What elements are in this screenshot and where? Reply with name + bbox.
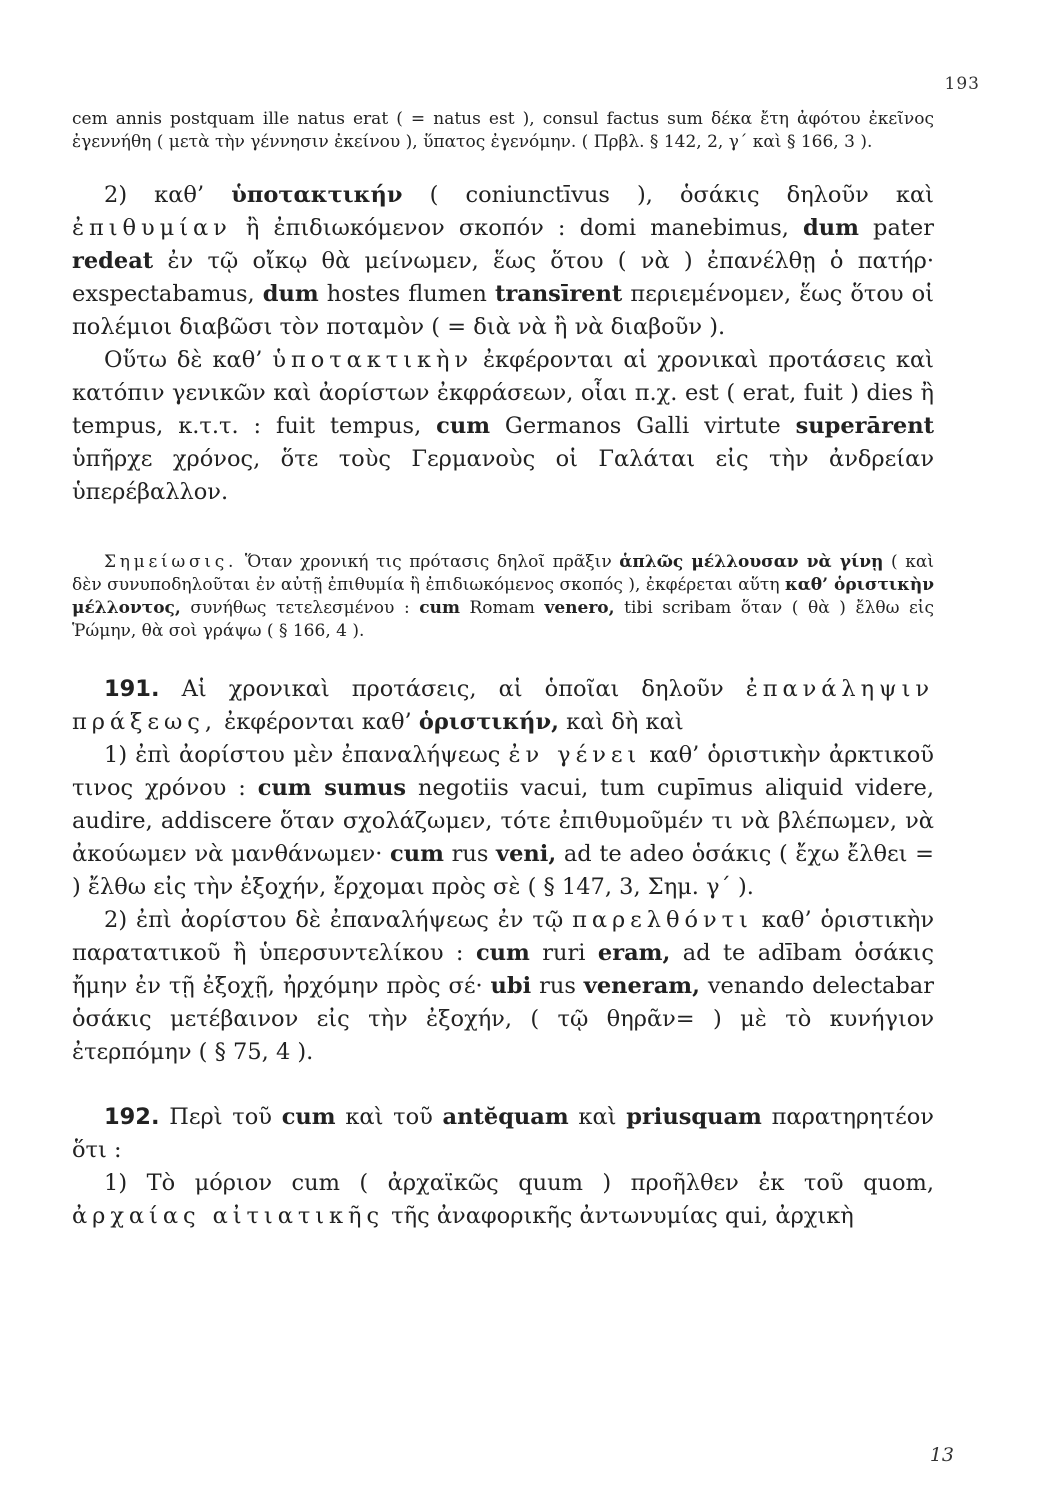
note-heading: Σημείωσις. bbox=[104, 552, 238, 572]
spaced-term: ὑποτακτικὴν bbox=[272, 347, 474, 373]
paragraph-continuation: cem annis postquam ille natus erat ( = natus est ), consul factus sum δέκα ἔτη ἀφότου ἐκεῖνος ἐγεννήθη ( μετὰ τὴν γέννησιν ἐκείνου ), ὕπατος ἐγενόμην. ( Πρβλ. § 142, 2, γ΄ καὶ § 166, 3 ). bbox=[72, 109, 934, 152]
section-number: 191. bbox=[104, 676, 160, 702]
section-191-item-2: 2) ἐπὶ ἀορίστου δὲ ἐπαναλήψεως ἐν τῷ παρελθόντι καθ’ ὁριστικὴν παρατατικοῦ ἢ ὑπερσυντελίκου : cum ruri eram, ad te adībam ὁσάκις ἤμην ἐν τῇ ἐξοχῇ, ἠρχόμην πρὸς σέ· ubi rus veneram, venando delectabar ὁσάκις μετέβαινον εἰς τὴν ἐξοχήν, ( τῷ θηρᾶν= ) μὲ τὸ κυνήγιον ἐτερπόμην ( § 75, 4 ). bbox=[72, 907, 934, 1065]
section-192: 192. Περὶ τοῦ cum καὶ τοῦ antĕquam καὶ priusquam παρατηρητέον ὅτι : bbox=[72, 1104, 934, 1163]
note-paragraph: Σημείωσις. Ὅταν χρονική τις πρότασις δηλοῖ πρᾶξιν ἁπλῶς μέλλουσαν νὰ γίνῃ ( καὶ δὲν συνυποδηλοῦται ἐν αὐτῇ ἐπιθυμία ἢ ἐπιδιωκόμενος σκοπός ), ἐκφέρεται αὕτη καθ’ ὁριστικὴν μέλλοντος, συνήθως τετελεσμένου : cum Romam venero, tibi scribam ὅταν ( θὰ ) ἔλθω εἰς Ῥώμην, θὰ σοὶ γράψω ( § 166, 4 ). bbox=[72, 552, 935, 641]
spaced-term: ἐπιθυμίαν bbox=[72, 215, 232, 241]
section-191: 191. Αἱ χρονικαὶ προτάσεις, αἱ ὁποῖαι δηλοῦν ἐπανάληψιν πράξεως, ἐκφέρονται καθ’ ὁριστικήν, καὶ δὴ καὶ bbox=[72, 676, 934, 735]
section-191-item-1: 1) ἐπὶ ἀορίστου μὲν ἐπαναλήψεως ἐν γένει καθ’ ὁριστικὴν ἀρκτικοῦ τινος χρόνου : cum sumus negotiis vacui, tum cupīmus aliquid videre, audire, addiscere ὅταν σχολάζωμεν, τότε ἐπιθυμοῦμέν τι νὰ βλέπωμεν, νὰ ἀκούωμεν νὰ μανθάνωμεν· cum rus veni, ad te adeo ὁσάκις ( ἔχω ἔλθει = ) ἔλθω εἰς τὴν ἐξοχήν, ἔρχομαι πρὸς σὲ ( § 147, 3, Σημ. γ΄ ). bbox=[72, 742, 935, 900]
paragraph-temporal: Οὕτω δὲ καθ’ ὑποτακτικὴν ἐκφέρονται αἱ χρονικαὶ προτάσεις καὶ κατόπιν γενικῶν καὶ ἀορίστων ἐκφράσεων, οἷαι π.χ. est ( erat, fuit ) dies ἢ tempus, κ.τ.τ. : fuit tempus, cum Germanos Galli virtute superārent ὑπῆρχε χρόνος, ὅτε τοὺς Γερμανοὺς οἱ Γαλάται εἰς τὴν ἀνδρείαν ὑπερέβαλλον. bbox=[72, 347, 935, 505]
page-number: 193 bbox=[944, 74, 980, 94]
term-subjunctive: ὑποτακτικήν bbox=[231, 182, 403, 208]
page-body bbox=[72, 108, 934, 1233]
signature-number: 13 bbox=[929, 1444, 954, 1466]
paragraph-subjunctive: 2) καθ’ ὑποτακτικήν ( coniunctīvus ), ὁσάκις δηλοῦν καὶ ἐπιθυμίαν ἢ ἐπιδιωκόμενον σκοπόν : domi manebimus, dum pater redeat ἐν τῷ οἴκῳ θὰ μείνωμεν, ἕως ὅτου ( νὰ ) ἐπανέλθῃ ὁ πατήρ· exspectabamus, dum hostes flumen transīrent περιεμένομεν, ἕως ὅτου οἱ πολέμιοι διαβῶσι τὸν ποταμὸν ( = διὰ νὰ ἢ νὰ διαβοῦν ). bbox=[72, 182, 934, 340]
section-192-item-1: 1) Τὸ μόριον cum ( ἀρχαϊκῶς quum ) προῆλθεν ἐκ τοῦ quom, ἀρχαίας αἰτιατικῆς τῆς ἀναφορικῆς ἀντωνυμίας qui, ἀρχικὴ bbox=[72, 1170, 934, 1229]
section-number: 192. bbox=[104, 1104, 160, 1130]
